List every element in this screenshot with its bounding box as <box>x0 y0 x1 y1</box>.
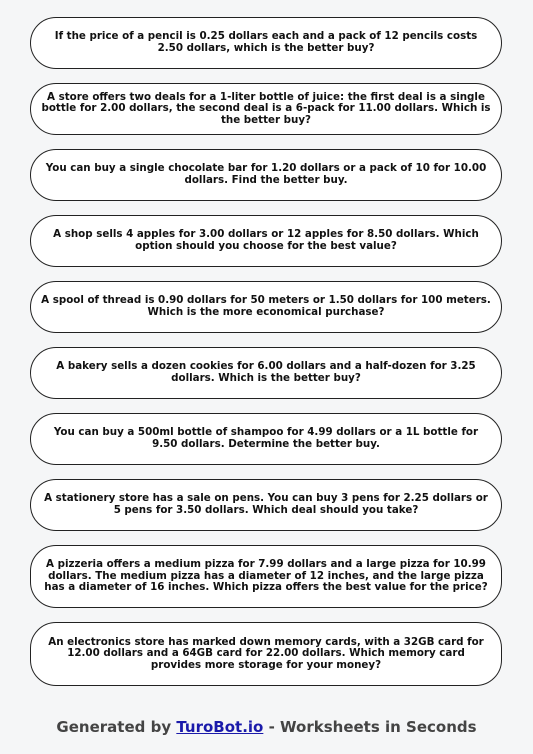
question-card <box>30 149 502 201</box>
question-text: A store offers two deals for a 1-liter bottle of juice: the first deal is a single bottle for 2.00 dollars, the second deal is a 6-pack for 11.00 dollars. Which is the better buy? <box>41 90 491 126</box>
question-card <box>30 622 502 686</box>
question-card <box>30 413 502 465</box>
worksheet <box>30 17 502 700</box>
question-text: A stationery store has a sale on pens. You can buy 3 pens for 2.25 dollars or 5 pens for 3.50 dollars. Which deal should you take? <box>44 492 488 516</box>
question-text: A shop sells 4 apples for 3.00 dollars or 12 apples for 8.50 dollars. Which option should you choose for the best value? <box>53 228 479 252</box>
question-card <box>30 215 502 267</box>
question-text: A spool of thread is 0.90 dollars for 50 meters or 1.50 dollars for 100 meters. Which is the more economical purchase? <box>41 294 491 318</box>
turobot-link[interactable]: TuroBot.io <box>176 718 264 736</box>
footer <box>0 718 533 736</box>
question-card <box>30 545 502 608</box>
footer-suffix: - Worksheets in Seconds <box>263 718 477 736</box>
question-card <box>30 347 502 399</box>
question-card <box>30 479 502 531</box>
question-text: An electronics store has marked down memory cards, with a 32GB card for 12.00 dollars and a 64GB card for 22.00 dollars. Which memory card provides more storage for your money? <box>48 635 484 671</box>
question-text: You can buy a 500ml bottle of shampoo for 4.99 dollars or a 1L bottle for 9.50 dollars. Determine the better buy. <box>53 426 479 450</box>
question-card <box>30 83 502 135</box>
question-text: A bakery sells a dozen cookies for 6.00 dollars and a half-dozen for 3.25 dollars. Which is the better buy? <box>56 360 476 384</box>
question-text: You can buy a single chocolate bar for 1.20 dollars or a pack of 10 for 10.00 dollars. Find the better buy. <box>45 162 487 186</box>
question-card <box>30 17 502 69</box>
question-card <box>30 281 502 333</box>
footer-prefix: Generated by <box>56 718 177 736</box>
question-text: If the price of a pencil is 0.25 dollars each and a pack of 12 pencils costs 2.50 dollars, which is the better buy? <box>54 30 478 54</box>
question-text: A pizzeria offers a medium pizza for 7.99 dollars and a large pizza for 10.99 dollars. The medium pizza has a diameter of 12 inches, and the large pizza has a diameter of 16 inches. Which pizza offers the best value for the price? <box>44 558 488 594</box>
